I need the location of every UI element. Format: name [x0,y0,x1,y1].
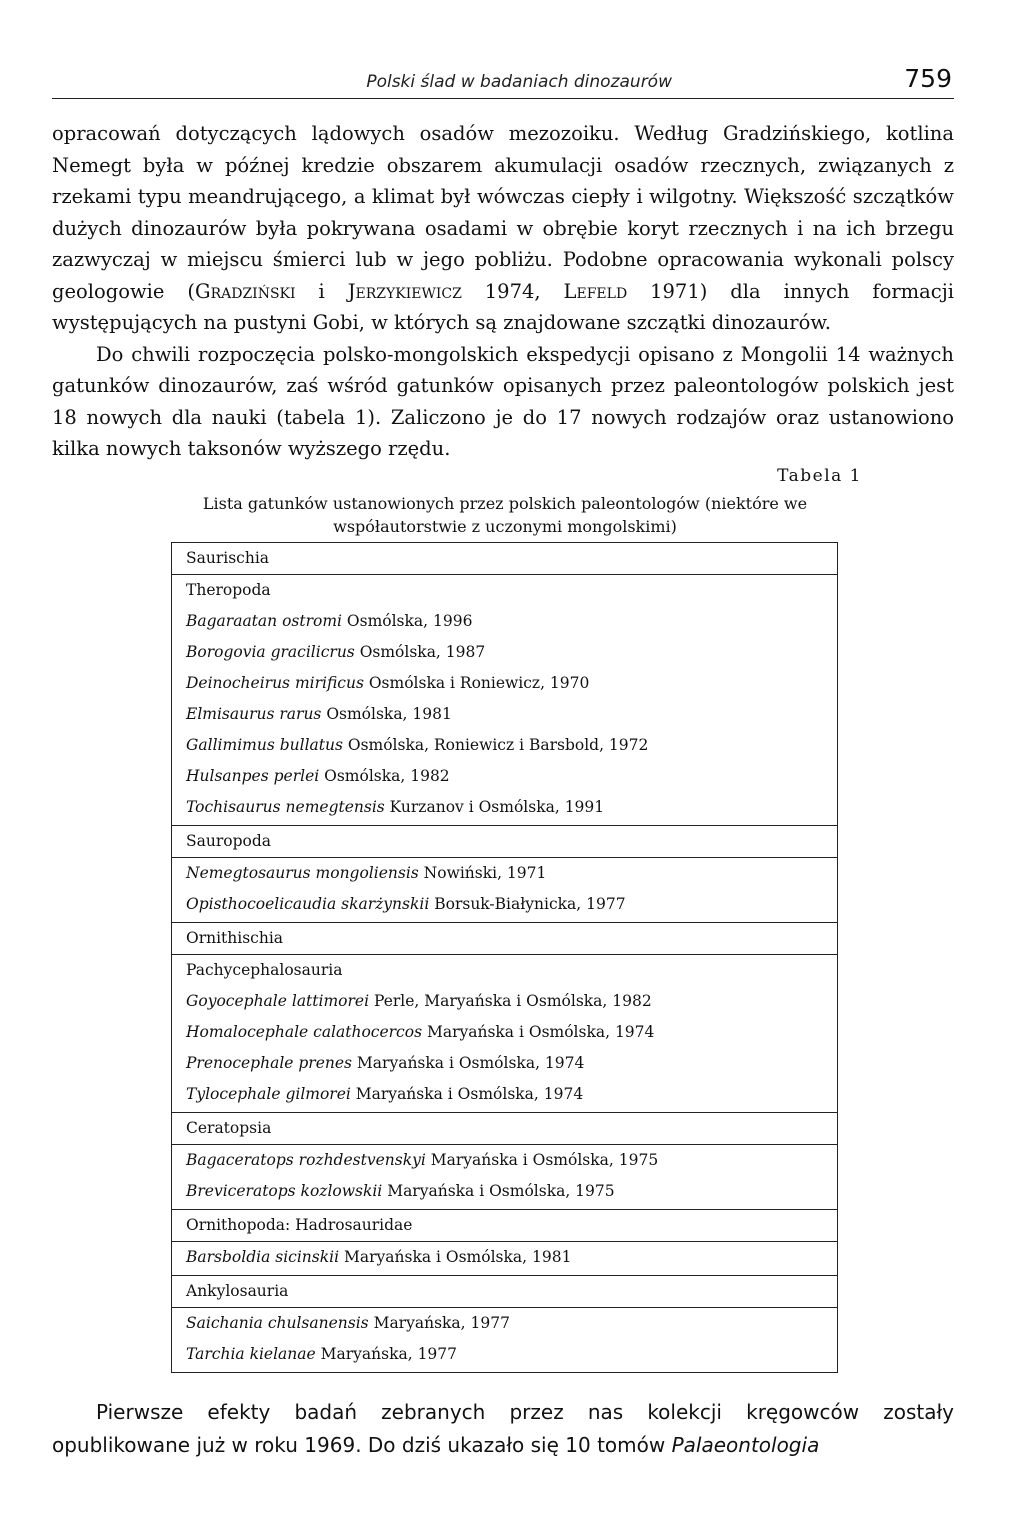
species-authority: Maryańska i Osmólska, 1975 [425,1151,659,1169]
running-title: Polski ślad w badaniach dinozaurów [366,72,672,92]
table-group-title: Saurischia [172,543,837,575]
species-name: Hulsanpes perlei [186,767,320,785]
species-authority: Nowiński, 1971 [418,864,547,882]
species-name: Goyocephale lattimorei [186,992,370,1010]
paragraph-1 [52,118,954,339]
table-label: Tabela 1 [777,466,862,486]
species-name: Saichania chulsanensis [186,1314,369,1332]
species-name: Gallimimus bullatus [186,736,343,754]
species-name: Bagaraatan ostromi [186,612,342,630]
table-row [186,889,837,920]
table-group-title: Ceratopsia [172,1113,837,1145]
species-name: Tarchia kielanae [186,1345,316,1363]
table-row [186,1079,837,1110]
page-header [52,62,954,99]
table-group-title: Ankylosauria [172,1276,837,1308]
table-row [186,761,837,792]
species-authority: Osmólska, 1987 [354,643,486,661]
table-group-title: Sauropoda [172,826,837,858]
table-row [186,986,837,1017]
species-authority: Osmólska, 1982 [319,767,450,785]
table-row [186,1176,837,1207]
species-table [171,542,838,1373]
paragraph-1-text-c: 1974, [461,279,564,303]
table-row [186,699,837,730]
table-group [172,1113,837,1210]
table-row [186,1145,837,1176]
table-row [186,1242,837,1273]
species-authority: Kurzanov i Osmólska, 1991 [384,798,605,816]
paragraph-3-text: Pierwsze efekty badań zebranych przez nas kolekcji kręgowców zostały opublikowane już w roku 1969. Do dziś ukazało się 10 tomów [52,1400,954,1457]
table-group-title: Ornithopoda: Hadrosauridae [172,1210,837,1242]
paragraph-2: Do chwili rozpoczęcia polsko-mongolskich ekspedycji opisano z Mongolii 14 ważnych gatunków dinozaurów, zaś wśród gatunków opisanych przez paleontologów polskich jest 18 nowych dla nauki (tabela 1). Zaliczono je do 17 nowych rodzajów oraz ustanowiono kilka nowych taksonów wyższego rzędu. [52,342,954,460]
table-group [172,1276,837,1373]
species-name: Prenocephale prenes [186,1054,352,1072]
table-group-title: Ornithischia [172,923,837,955]
species-authority: Borsuk-Białynicka, 1977 [429,895,626,913]
species-authority: Maryańska i Osmólska, 1974 [352,1054,585,1072]
table-row [186,730,837,761]
species-name: Opisthocoelicaudia skarżynskii [186,895,430,913]
table-subgroup-title: Theropoda [186,581,271,599]
paragraph-1-text-b: i [295,279,348,303]
table-group [172,923,837,1113]
species-name: Tylocephale gilmorei [186,1085,351,1103]
species-authority: Osmólska, 1996 [341,612,473,630]
species-name: Tochisaurus nemegtensis [186,798,385,816]
table-row [186,858,837,889]
species-authority: Maryańska, 1977 [368,1314,510,1332]
species-name: Borogovia gracilicrus [186,643,355,661]
species-authority: Maryańska i Osmólska, 1974 [350,1085,584,1103]
species-name: Elmisaurus rarus [186,705,322,723]
species-authority: Maryańska, 1977 [315,1345,458,1363]
table-row [186,606,837,637]
table-group [172,1210,837,1276]
table-group [172,543,837,826]
paragraph-3 [52,1396,954,1462]
page-number: 759 [904,64,952,93]
species-authority: Maryańska i Osmólska, 1974 [422,1023,655,1041]
paragraph-1-text-d: 1971) dla innych formacji występujących na pustyni Gobi, w których są znajdowane szczątki dinozaurów. [52,279,954,334]
citation-author-lefeld: Lefeld [563,279,628,303]
species-name: Homalocephale calathocercos [186,1023,423,1041]
table-group [172,826,837,923]
table-row [186,637,837,668]
species-authority: Osmólska i Roniewicz, 1970 [363,674,590,692]
species-name: Nemegtosaurus mongoliensis [186,864,419,882]
species-authority: Maryańska i Osmólska, 1975 [382,1182,615,1200]
body-text [52,118,954,465]
species-name: Bagaceratops rozhdestvenskyi [186,1151,426,1169]
species-name: Barsboldia sicinskii [186,1248,340,1266]
species-authority: Perle, Maryańska i Osmólska, 1982 [369,992,652,1010]
table-row [186,792,837,823]
table-row [186,1017,837,1048]
table-row [186,1048,837,1079]
paragraph-3-journal: Palaeontologia [671,1433,820,1457]
table-row [186,668,837,699]
species-authority: Osmólska, 1981 [321,705,452,723]
table-row [186,1339,837,1370]
species-name: Deinocheirus mirificus [186,674,364,692]
species-authority: Osmólska, Roniewicz i Barsbold, 1972 [342,736,649,754]
table-row [186,1308,837,1339]
table-caption: Lista gatunków ustanowionych przez polskich paleontologów (niektóre we współautorstwie z uczonymi mongolskimi) [202,494,808,536]
species-name: Breviceratops kozlowskii [186,1182,383,1200]
citation-author-jerzykiewicz: Jerzykiewicz [347,279,462,303]
species-authority: Maryańska i Osmólska, 1981 [339,1248,572,1266]
paragraph-1-text-a: opracowań dotyczących lądowych osadów mezozoiku. Według Gradzińskiego, kotlina Nemegt była w późnej kredzie obszarem akumulacji osadów rzecznych, związanych z rzekami typu meandrującego, a klimat był wówczas ciepły i wilgotny. Większość szczątków dużych dinozaurów była pokrywana osadami w obrębie koryt rzecznych i na ich brzegu zazwyczaj w miejscu śmierci lub w jego pobliżu. Podobne opracowania wykonali polscy geologowie ( [52,122,954,303]
table-subgroup-title: Pachycephalosauria [186,961,343,979]
citation-author-gradzinski: Gradziński [195,279,296,303]
